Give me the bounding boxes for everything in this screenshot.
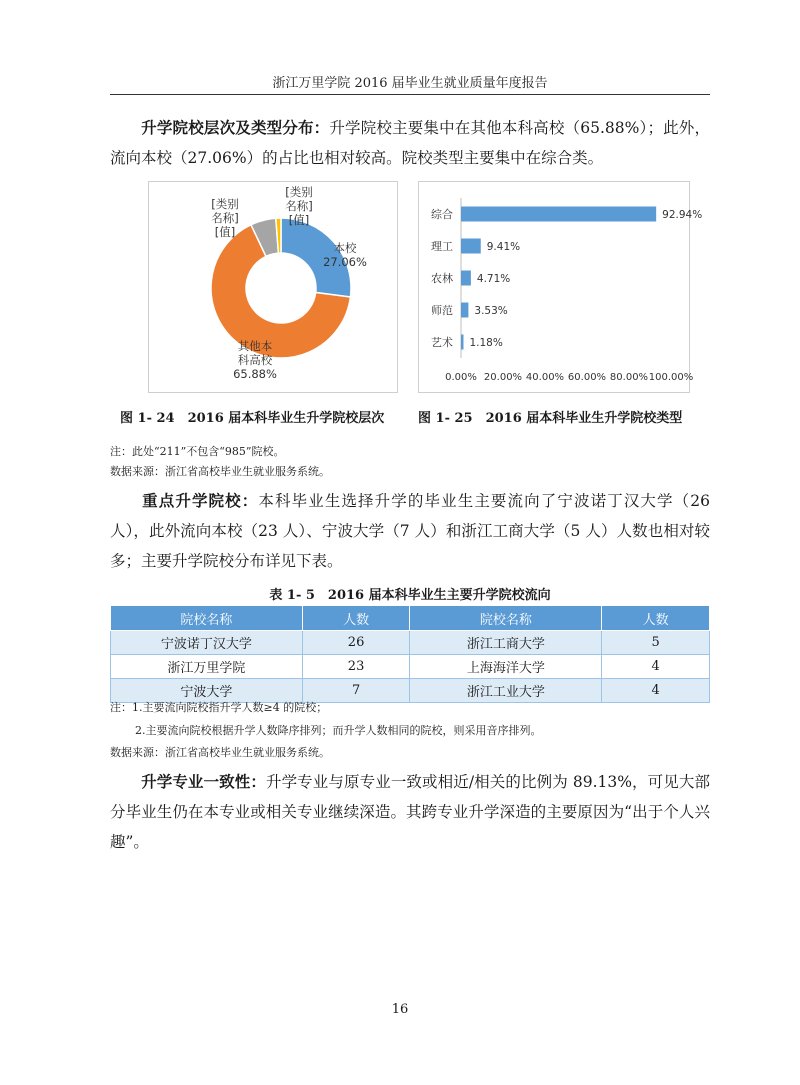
paragraph-major-consistency (110, 767, 710, 857)
table-header-cell: 院校名称 (111, 606, 303, 631)
table-cell: 上海海洋大学 (410, 655, 602, 679)
table-header-cell: 人数 (602, 606, 710, 631)
paragraph-text: 升学院校主要集中在其他本科高校（65.88%）；此外，流向本校（27.06%）的占比也相对较高。院校类型主要集中在综合类。 (110, 119, 710, 167)
value-label: 4.71% (476, 273, 511, 285)
note-line: 2.主要流向院校根据升学人数降序排列；而升学人数相同的院校，则采用音序排列。 (135, 724, 542, 737)
bar (461, 207, 656, 222)
header-divider (110, 94, 710, 95)
table-cell: 26 (302, 631, 410, 655)
table-row (111, 655, 710, 679)
paragraph-school-level (110, 113, 710, 173)
table-row (111, 631, 710, 655)
paragraph-lead: 升学院校层次及类型分布： (141, 118, 330, 137)
paragraph-lead: 升学专业一致性： (141, 772, 266, 791)
table-cell: 浙江工业大学 (410, 679, 602, 703)
x-tick-label: 100.00% (648, 372, 694, 383)
value-label: 3.53% (474, 305, 508, 317)
source-line: 数据来源：浙江省高校毕业生就业服务系统。 (110, 746, 330, 759)
table-cell: 5 (602, 631, 710, 655)
page-number: 16 (391, 1002, 409, 1017)
slice-label-line: 本校 (333, 241, 357, 255)
slice-label-line: 名称] (285, 199, 313, 213)
figure-caption-type: 图 1- 25 2016 届本科毕业生升学院校类型 (418, 411, 683, 426)
bar (461, 335, 463, 350)
slice-label-line: 27.06% (323, 255, 367, 269)
bar (461, 239, 481, 254)
slice-label-line: 科高校 (237, 353, 273, 367)
table-cell: 宁波诺丁汉大学 (111, 631, 303, 655)
x-tick-label: 60.00% (567, 372, 607, 383)
table-header-row (111, 606, 710, 631)
x-tick-label: 80.00% (609, 372, 649, 383)
note-line: 注：1.主要流向院校指升学人数≥4 的院校； (110, 701, 328, 714)
paragraph-text: 升学专业与原专业一致或相近/相关的比例为 89.13%，可见大部分毕业生仍在本专业或相关专业继续深造。其跨专业升学深造的主要原因为“出于个人兴趣”。 (110, 773, 710, 851)
donut-chart-panel (148, 181, 398, 393)
bar (461, 303, 468, 318)
bar-chart-panel (418, 181, 703, 393)
table-header-cell: 院校名称 (410, 606, 602, 631)
table-cell: 7 (302, 679, 410, 703)
table-cell: 宁波大学 (111, 679, 303, 703)
x-tick-label: 20.00% (483, 372, 523, 383)
figure-caption-level: 图 1- 24 2016 届本科毕业生升学院校层次 (120, 411, 385, 426)
school-flow-table (110, 605, 710, 703)
table-cell: 4 (602, 679, 710, 703)
source-line: 数据来源：浙江省高校毕业生就业服务系统。 (110, 465, 330, 478)
slice-label-line: 名称] (211, 211, 239, 225)
category-label: 理工 (431, 240, 453, 253)
slice-label (285, 185, 313, 227)
value-label: 92.94% (662, 209, 703, 221)
table-cell: 4 (602, 655, 710, 679)
slice-label (211, 197, 239, 239)
table-cell: 23 (302, 655, 410, 679)
bar (461, 271, 471, 286)
paragraph-text: 本科毕业生选择升学的毕业生主要流向了宁波诺丁汉大学（26人），此外流向本校（23 人）、宁波大学（7 人）和浙江工商大学（5 人）人数也相对较多；主要升学院校分布详见下表。 (110, 492, 710, 570)
category-label: 艺术 (431, 336, 453, 349)
slice-label-line: [类别 (211, 197, 239, 211)
note-line: 注：此处“211”不包含“985”院校。 (110, 445, 285, 458)
paragraph-lead: 重点升学院校： (141, 491, 259, 510)
category-label: 农林 (431, 272, 453, 285)
table-cell: 浙江工商大学 (410, 631, 602, 655)
table-header-cell: 人数 (302, 606, 410, 631)
category-label: 综合 (431, 208, 453, 221)
category-label: 师范 (431, 304, 453, 317)
table-title: 表 1- 5 2016 届本科毕业生主要升学院校流向 (269, 588, 551, 603)
slice-label-line: [类别 (285, 185, 313, 199)
donut-chart (149, 182, 397, 392)
slice-label-line: 65.88% (233, 367, 277, 381)
x-tick-label: 40.00% (525, 372, 565, 383)
slice-label-line: [值] (214, 225, 236, 239)
slice-label-line: 其他本 (237, 339, 273, 353)
table-cell: 浙江万里学院 (111, 655, 303, 679)
bar-chart (419, 182, 703, 392)
x-tick-label: 0.00% (445, 372, 477, 383)
paragraph-key-schools (110, 486, 710, 576)
value-label: 9.41% (486, 241, 521, 253)
slice-label-line: [值] (288, 213, 310, 227)
value-label: 1.18% (469, 337, 503, 349)
slice-label (233, 339, 277, 381)
page-header: 浙江万里学院 2016 届毕业生就业质量年度报告 (272, 76, 548, 91)
